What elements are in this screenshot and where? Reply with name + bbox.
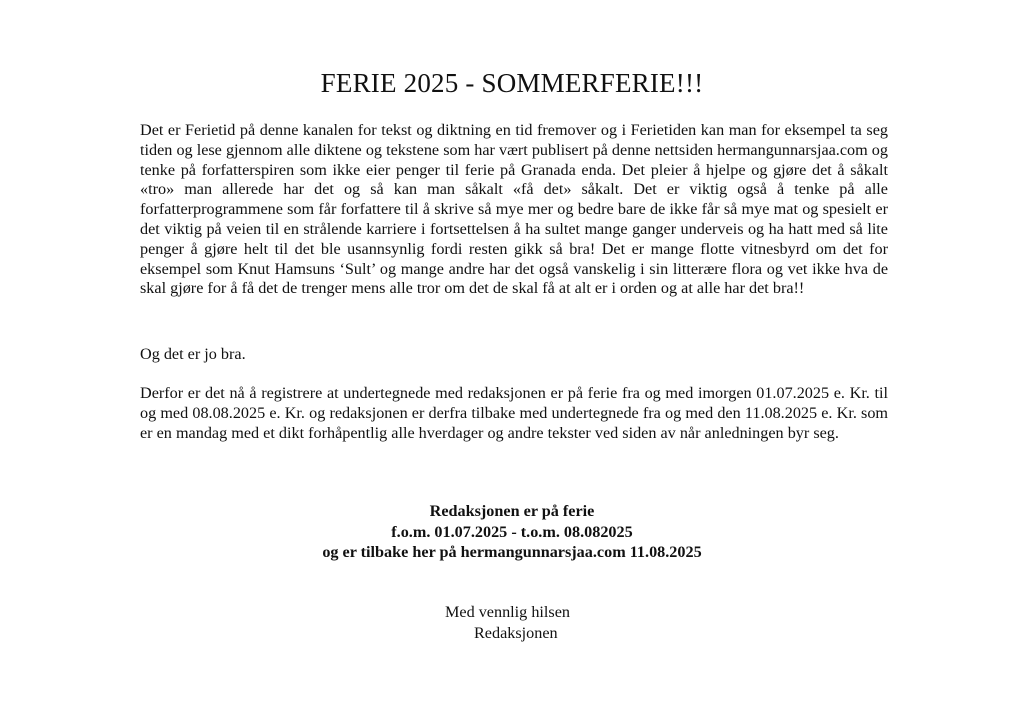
body-paragraph-1: Det er Ferietid på denne kanalen for tekst og diktning en tid fremover og i Ferietiden kan man for eksempel ta seg tiden og lese gjennom alle diktene og tekstene som har vært publisert på denne nettsiden hermangunnarsjaa.com og tenke på forfatterspiren som ikke eier penger til ferie på Granada enda. Det pleier å hjelpe og gjøre det å såkalt «tro» man allerede har det og så kan man såkalt «få det» såkalt. Det er viktig også å tenke på alle forfatterprogrammene som får forfattere til å skrive så mye mer og bedre bare de ikke får så mye mat og spesielt er det viktig på veien til en strålende karriere i fortsettelsen å ha sultet mange ganger underveis og ha hatt med så lite penger å gjøre helt til det ble usannsynlig fordi resten gikk så bra! Det er mange flotte vitnesbyrd om det for eksempel som Knut Hamsuns ‘Sult’ og mange andre har det også vanskelig i sin litterære flora og vet ikke hva de skal gjøre for å få det de trenger mens alle tror om det de skal få at alt er i orden og at alle har det bra!!	[140, 121, 888, 298]
signoff-greeting: Med vennlig hilsen	[445, 603, 570, 621]
vacation-notice	[0, 501, 1024, 563]
signoff	[445, 602, 570, 643]
body-paragraph-3: Derfor er det nå å registrere at undertegnede med redaksjonen er på ferie fra og med imorgen 01.07.2025 e. Kr. til og med 08.08.2025 e. Kr. og redaksjonen er derfra tilbake med undertegnede fra og med den 11.08.2025 e. Kr. som er en mandag med et dikt forhåpentlig alle hverdager og andre tekster ved siden av når anledningen byr seg.	[140, 384, 888, 442]
signoff-signature: Redaksjonen	[474, 623, 558, 642]
body-paragraph-2: Og det er jo bra.	[140, 345, 246, 363]
notice-line-1: Redaksjonen er på ferie	[429, 502, 595, 520]
notice-line-2: f.o.m. 01.07.2025 - t.o.m. 08.082025	[391, 522, 633, 541]
page-title: FERIE 2025 - SOMMERFERIE!!!	[320, 68, 704, 98]
notice-line-3: og er tilbake her på hermangunnarsjaa.com 11.08.2025	[322, 543, 702, 561]
